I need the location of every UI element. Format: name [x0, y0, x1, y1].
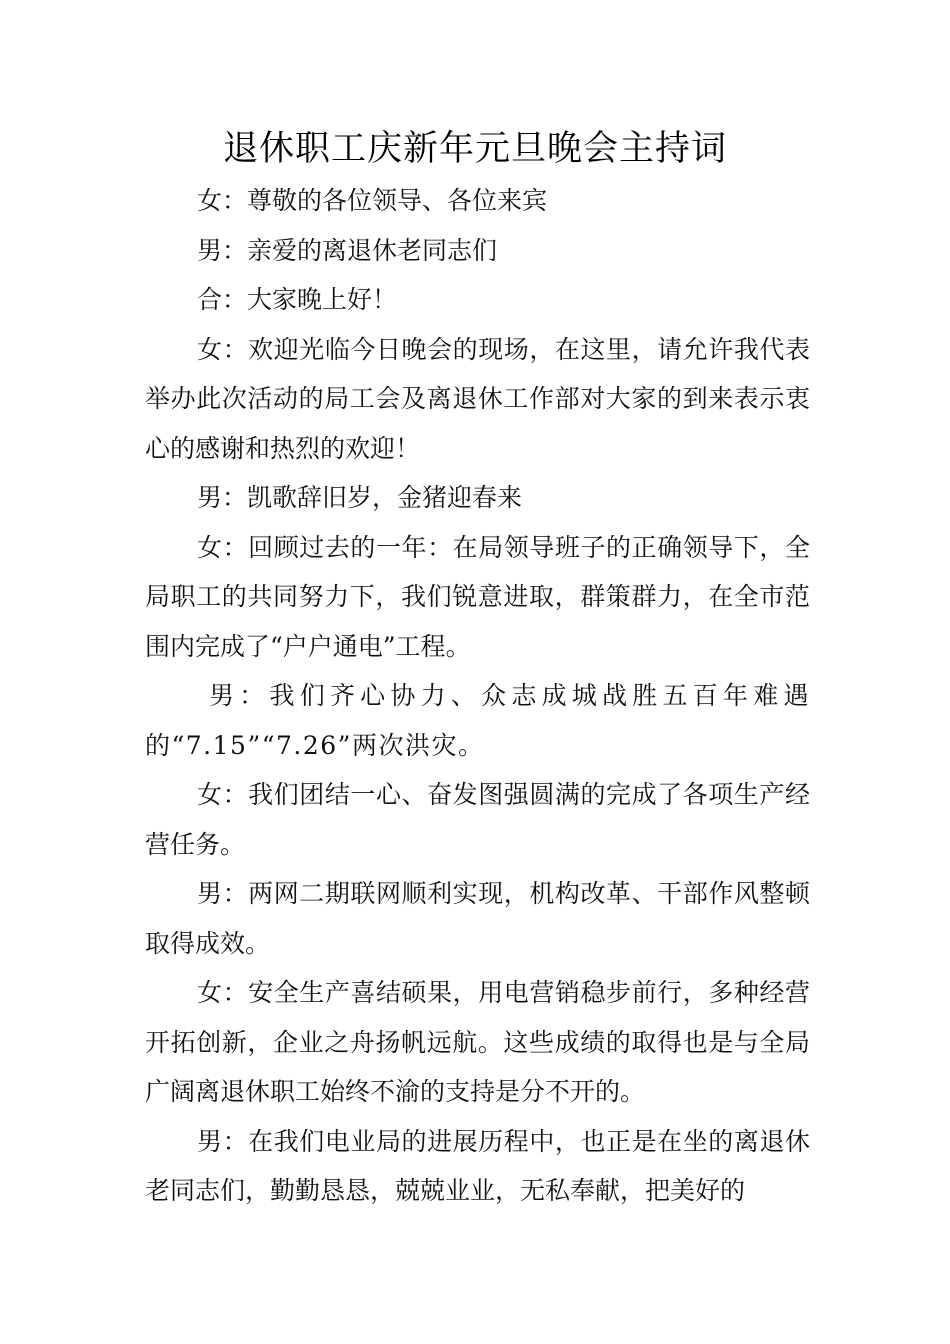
paragraph-tasks: 女：我们团结一心、奋发图强圆满的完成了各项生产经营任务。	[145, 780, 810, 859]
document-body	[145, 176, 810, 1216]
paragraph-greeting-female: 女：尊敬的各位领导、各位来宾	[197, 186, 548, 215]
document-title: 退休职工庆新年元旦晚会主持词	[222, 129, 727, 169]
paragraph-flood: 男：我们齐心协力、众志成城战胜五百年难遇的“7.15”“7.26”两次洪灾。	[145, 681, 810, 760]
paragraph-review: 女：回顾过去的一年：在局领导班子的正确领导下，全局职工的共同努力下，我们锐意进取，群策群力，在全市范围内完成了“户户通电”工程。	[145, 532, 810, 661]
paragraph-history: 男：在我们电业局的进展历程中，也正是在坐的离退休老同志们，勤勤恳恳，兢兢业业，无私奉献，把美好的	[145, 1126, 810, 1205]
paragraph-network: 男：两网二期联网顺利实现，机构改革、干部作风整顿取得成效。	[145, 879, 810, 958]
paragraph-welcome: 女：欢迎光临今日晚会的现场，在这里，请允许我代表举办此次活动的局工会及离退休工作部对大家的到来表示衷心的感谢和热烈的欢迎！	[145, 334, 810, 463]
paragraph-new-year: 男：凯歌辞旧岁，金猪迎春来	[197, 483, 523, 512]
paragraph-greeting-male: 男：亲爱的离退休老同志们	[197, 235, 498, 265]
paragraph-safety: 女：安全生产喜结硕果，用电营销稳步前行，多种经营开拓创新，企业之舟扬帆远航。这些成绩的取得也是与全局广阔离退休职工始终不渝的支持是分不开的。	[145, 978, 810, 1106]
paragraph-greeting-together: 合：大家晚上好！	[197, 285, 398, 314]
